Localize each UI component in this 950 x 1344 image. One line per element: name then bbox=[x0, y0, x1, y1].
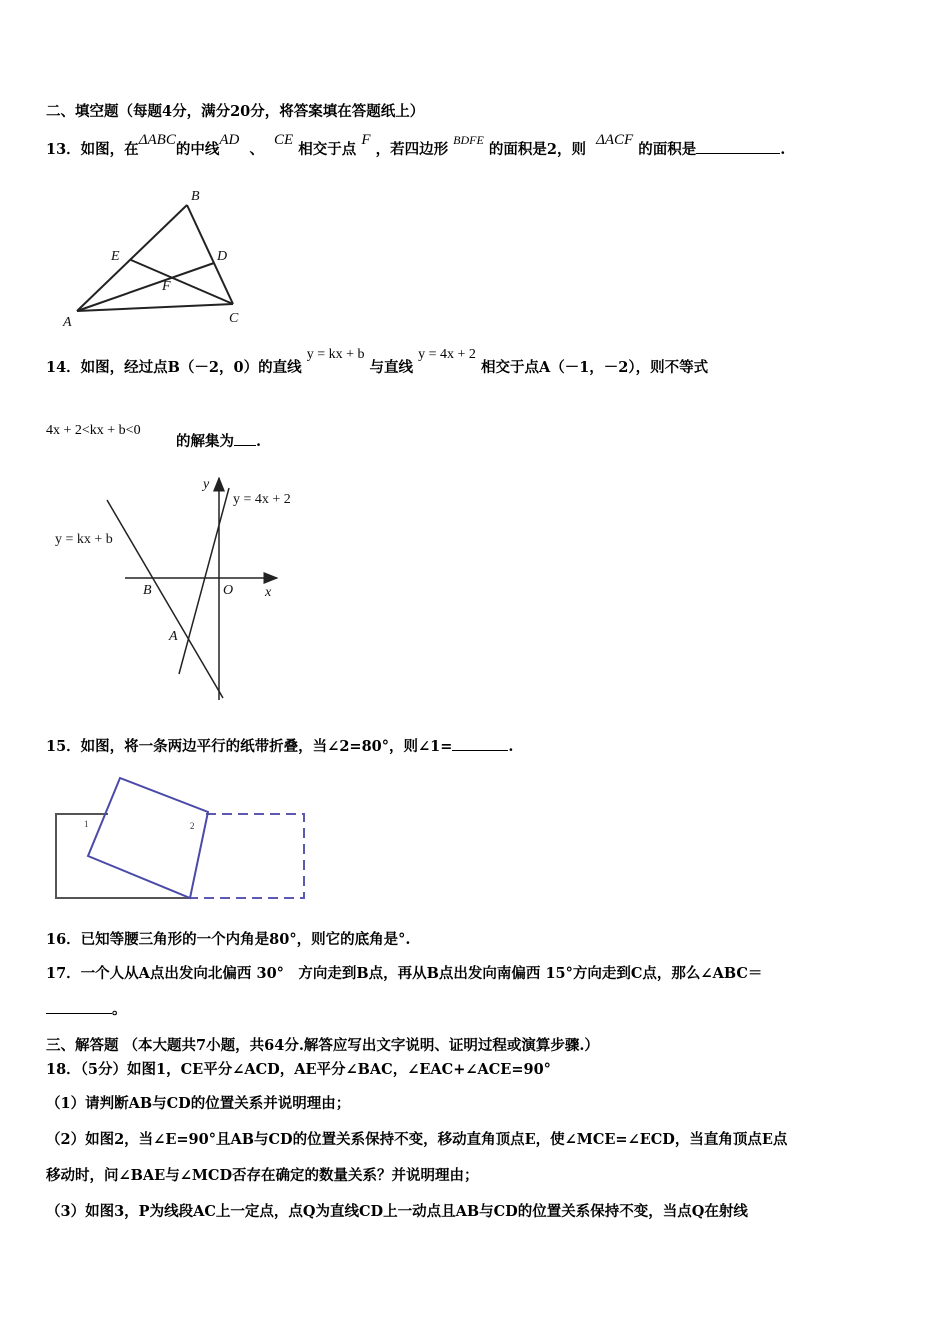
q15-folded-strip-figure bbox=[50, 772, 312, 904]
q13-f: F bbox=[361, 132, 371, 148]
question-16: 16．已知等腰三角形的一个内角是80°，则它的底角是°. bbox=[46, 931, 411, 948]
q17-answer-blank bbox=[46, 1013, 112, 1014]
line-4x-2 bbox=[179, 488, 229, 674]
q14-graph-figure bbox=[45, 470, 315, 710]
q13-ce: CE bbox=[274, 132, 294, 148]
q13-sep: 、 bbox=[249, 141, 264, 158]
label-b: B bbox=[143, 583, 152, 598]
question-13 bbox=[46, 132, 786, 160]
question-18-part-2b: 移动时，问∠BAE与∠MCD否存在确定的数量关系？并说明理由； bbox=[46, 1167, 479, 1184]
question-18-intro: 18．（5分）如图1，CE平分∠ACD，AE平分∠BAC，∠EAC+∠ACE=90° bbox=[46, 1061, 551, 1078]
q14-end: . bbox=[256, 433, 262, 450]
q13-triangle-acf: ΔACF bbox=[596, 132, 634, 148]
q14-eq2: y = 4x + 2 bbox=[418, 347, 476, 362]
section-2-heading: 二、填空题（每题4分，满分20分，将答案填在答题纸上） bbox=[46, 103, 425, 120]
median-ce bbox=[131, 260, 233, 304]
q13-end: . bbox=[780, 141, 786, 158]
q14-eq1: y = kx + b bbox=[306, 347, 365, 362]
angle-2-label: 2 bbox=[190, 821, 195, 831]
label-e: E bbox=[111, 249, 120, 264]
q14-text-2: 相交于点A（－1，－2），则不等式 bbox=[480, 359, 709, 376]
side-ac bbox=[77, 304, 233, 311]
q15-end: . bbox=[508, 738, 514, 755]
label-a: A bbox=[169, 629, 178, 644]
q13-triangle-figure bbox=[55, 180, 255, 330]
angle-1-label: 1 bbox=[84, 819, 89, 829]
question-18-part-3: （3）如图3，P为线段AC上一定点，点Q为直线CD上一动点且AB与CD的位置关系保持不变，当点Q在射线 bbox=[46, 1203, 748, 1220]
q15-answer-blank bbox=[452, 750, 508, 751]
label-b: B bbox=[191, 189, 200, 204]
question-17: 17．一个人从A点出发向北偏西 30° 方向走到B点，再从B点出发向南偏西 15°方向走到C点，那么∠ABC＝ bbox=[46, 965, 763, 982]
q13-answer-blank bbox=[696, 153, 780, 154]
question-18-part-1: （1）请判断AB与CD的位置关系并说明理由； bbox=[46, 1095, 351, 1112]
section-3-heading: 三、解答题 （本大题共7小题，共64分.解答应写出文字说明、证明过程或演算步骤.） bbox=[46, 1037, 599, 1054]
q13-quad: BDFE bbox=[453, 133, 484, 147]
question-17-line-2 bbox=[46, 1000, 127, 1020]
q13-text-4: 的面积是2，则 bbox=[488, 141, 586, 158]
q13-text-3: ，若四边形 bbox=[375, 141, 449, 158]
label-f: F bbox=[162, 279, 171, 294]
q14-inequality: 4x + 2<kx + b<0 bbox=[46, 423, 141, 438]
q13-text-2: 相交于点 bbox=[298, 141, 357, 158]
q13-triangle-abc: ΔABC bbox=[138, 132, 176, 148]
q14-answer-blank bbox=[234, 445, 256, 446]
q13-text-5: 的面积是 bbox=[638, 141, 697, 158]
label-line-4x-2: y = 4x + 2 bbox=[233, 492, 291, 507]
q15-text: 15．如图，将一条两边平行的纸带折叠，当∠2=80°，则∠1= bbox=[46, 738, 453, 755]
strip-right-dashed bbox=[190, 814, 304, 898]
label-a: A bbox=[63, 315, 72, 330]
line-kx-b bbox=[107, 500, 223, 698]
q14-text-3: 的解集为 bbox=[176, 433, 234, 450]
label-o: O bbox=[223, 583, 234, 598]
q13-ad: AD bbox=[219, 132, 240, 148]
question-14-line-2b bbox=[176, 432, 261, 452]
q14-number: 14．如图，经过点B（－2，0）的直线 bbox=[46, 359, 302, 376]
label-c: C bbox=[229, 311, 239, 326]
strip-left-solid bbox=[56, 814, 190, 898]
q14-text-1: 与直线 bbox=[369, 359, 414, 376]
q13-text-1: 的中线 bbox=[175, 141, 220, 158]
question-14-line-2 bbox=[46, 420, 141, 441]
label-line-kx-b: y = kx + b bbox=[55, 532, 113, 547]
label-x: x bbox=[265, 585, 272, 600]
label-d: D bbox=[217, 249, 228, 264]
question-14 bbox=[46, 347, 709, 379]
side-ab bbox=[77, 205, 187, 311]
q17-end: 。 bbox=[112, 1001, 127, 1018]
label-y: y bbox=[203, 477, 210, 492]
folded-part bbox=[88, 778, 208, 898]
q13-number: 13．如图，在 bbox=[46, 141, 139, 158]
question-15 bbox=[46, 737, 513, 757]
question-18-part-2a: （2）如图2，当∠E=90°且AB与CD的位置关系保持不变，移动直角顶点E，使∠MCE=∠ECD，当直角顶点E点 bbox=[46, 1131, 788, 1148]
